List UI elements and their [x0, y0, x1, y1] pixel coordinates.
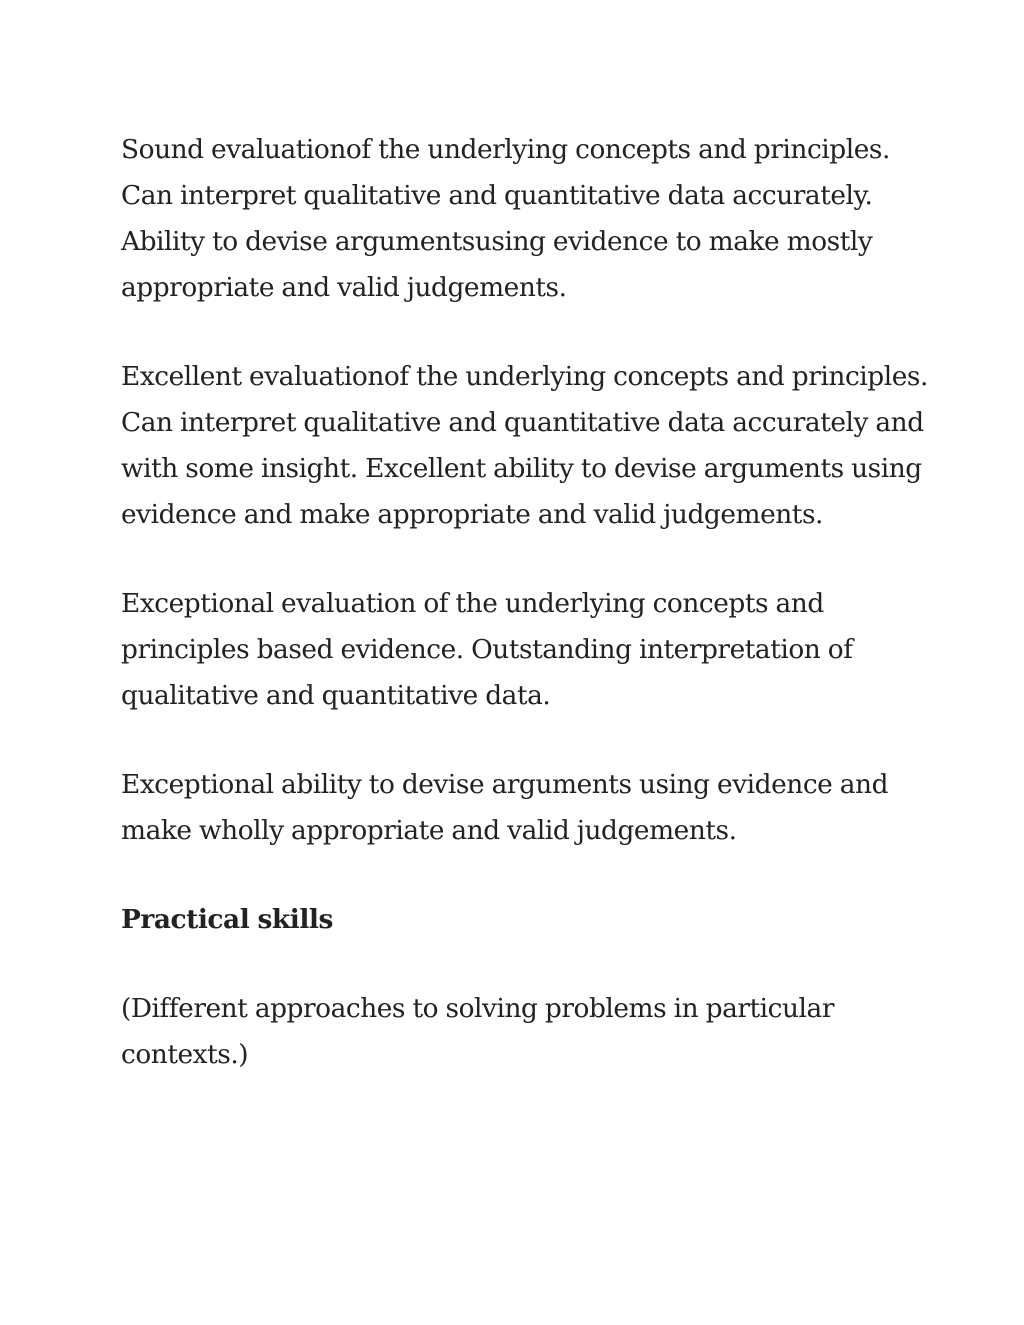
paragraph-line: principles based evidence. Outstanding interpretation of — [121, 634, 853, 665]
paragraph-line: (Different approaches to solving problems in particular — [121, 993, 834, 1024]
paragraph-line: Can interpret qualitative and quantitative data accurately and — [121, 407, 924, 438]
paragraph-line: Ability to devise argumentsusing evidence to make mostly — [121, 226, 873, 257]
paragraph-line: qualitative and quantitative data. — [121, 680, 551, 711]
paragraph-line: appropriate and valid judgements. — [121, 272, 567, 303]
paragraph-line: Exceptional ability to devise arguments using evidence and — [121, 769, 889, 800]
paragraph-line: make wholly appropriate and valid judgements. — [121, 815, 737, 846]
paragraph-line: evidence and make appropriate and valid judgements. — [121, 499, 823, 530]
paragraph-exceptional-ability — [121, 762, 911, 854]
paragraph-line: with some insight. Excellent ability to devise arguments using — [121, 453, 922, 484]
section-heading-practical-skills: Practical skills — [121, 904, 333, 935]
paragraph-line: Excellent evaluationof the underlying concepts and principles. — [121, 361, 928, 392]
paragraph-excellent-evaluation — [121, 354, 928, 538]
paragraph-line: Can interpret qualitative and quantitative data accurately. — [121, 180, 873, 211]
paragraph-line: Sound evaluationof the underlying concepts and principles. — [121, 134, 890, 165]
paragraph-sound-evaluation — [121, 127, 911, 311]
paragraph-note-different-approaches — [121, 986, 911, 1078]
paragraph-exceptional-evaluation — [121, 581, 911, 719]
document-body — [121, 127, 928, 1121]
paragraph-line: contexts.) — [121, 1039, 249, 1070]
paragraph-line: Exceptional evaluation of the underlying concepts and — [121, 588, 824, 619]
